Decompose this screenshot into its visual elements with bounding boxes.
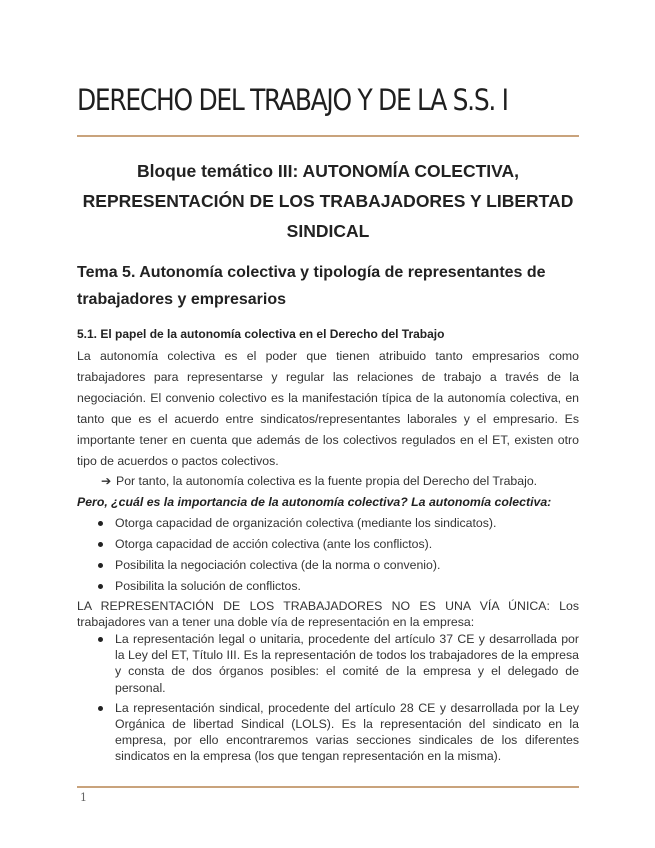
list-item	[77, 576, 579, 597]
functions-list	[77, 513, 579, 597]
list-item	[77, 513, 579, 534]
block-title-line-3: SINDICAL	[286, 221, 370, 241]
bullet-icon	[98, 563, 103, 568]
list-item-text: Posibilita la negociación colectiva (de la norma o convenio).	[115, 558, 441, 572]
conclusion-line	[101, 471, 581, 491]
list-item-text: Otorga capacidad de acción colectiva (ante los conflictos).	[115, 537, 433, 551]
topic-title: Tema 5. Autonomía colectiva y tipología de representantes de trabajadores y empresarios	[77, 264, 546, 308]
list-item	[77, 534, 579, 555]
importance-question: Pero, ¿cuál es la importancia de la autonomía colectiva? La autonomía colectiva:	[77, 495, 552, 509]
representation-list	[77, 631, 579, 769]
list-item	[77, 555, 579, 576]
course-title: DERECHO DEL TRABAJO Y DE LA S.S. I	[77, 83, 508, 117]
block-title	[77, 156, 579, 246]
list-item-text: La representación legal o unitaria, procedente del artículo 37 CE y desarrollada por la Ley del ET, Título III. Es la representación de todos los trabajadores de la empresa y consta de dos órganos posibles: el comité de la empresa y el delegado de personal.	[115, 632, 579, 695]
bullet-icon	[98, 706, 103, 711]
list-item	[77, 700, 579, 765]
list-item-text: Otorga capacidad de organización colectiva (mediante los sindicatos).	[115, 516, 497, 530]
section-heading: 5.1. El papel de la autonomía colectiva en el Derecho del Trabajo	[77, 327, 445, 341]
bullet-icon	[98, 521, 103, 526]
arrow-icon: ➔	[101, 474, 112, 488]
list-item	[77, 631, 579, 696]
bullet-icon	[98, 584, 103, 589]
conclusion-text: Por tanto, la autonomía colectiva es la fuente propia del Derecho del Trabajo.	[116, 474, 538, 488]
block-title-line-2: REPRESENTACIÓN DE LOS TRABAJADORES Y LIBERTAD	[82, 191, 574, 211]
list-item-text: Posibilita la solución de conflictos.	[115, 579, 301, 593]
list-item-text: La representación sindical, procedente del artículo 28 CE y desarrollada por la Ley Orgánica de libertad Sindical (LOLS). Es la representación del sindicato en la empresa, por ello encontraremos varias secciones sindicales de los diferentes sindicatos en la empresa (los que tengan representación en la misma).	[115, 700, 579, 764]
block-title-line-1: Bloque temático III: AUTONOMÍA COLECTIVA,	[136, 161, 520, 181]
intro-paragraph: La autonomía colectiva es el poder que tienen atribuido tanto empresarios como trabajadores para representarse y regular las relaciones de trabajo a través de la negociación. El convenio colectivo es la manifestación típica de la autonomía colectiva, en tanto que es el acuerdo entre sindicatos/representantes laborales y el empresario. Es importante tener en cuenta que además de los colectivos regulados en el ET, existen otro tipo de acuerdos o pactos colectivos.	[77, 349, 579, 468]
bullet-icon	[98, 542, 103, 547]
header-divider	[77, 135, 579, 137]
footer-divider	[77, 786, 579, 788]
bullet-icon	[98, 637, 103, 642]
representation-intro: LA REPRESENTACIÓN DE LOS TRABAJADORES NO ES UNA VÍA ÚNICA: Los trabajadores van a tener una doble vía de representación en la empresa:	[77, 599, 579, 629]
page-number: 1	[80, 791, 87, 804]
